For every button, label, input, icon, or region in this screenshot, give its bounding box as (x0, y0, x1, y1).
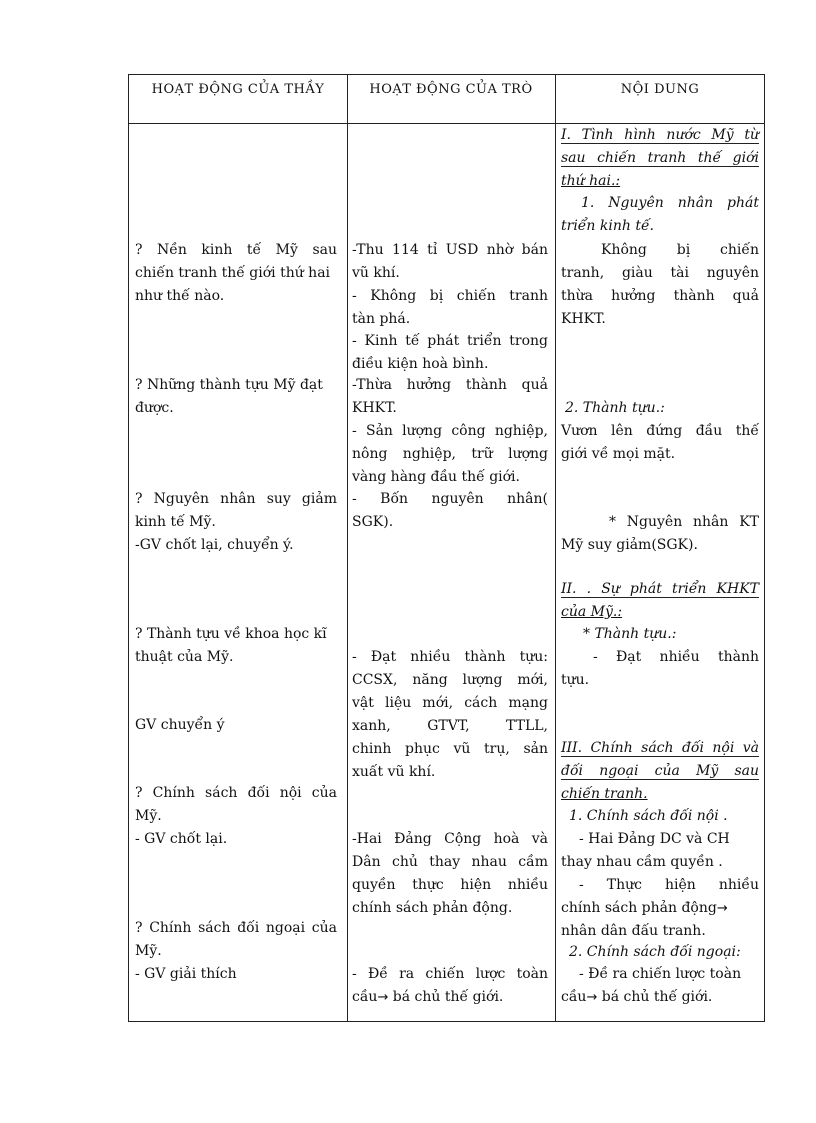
teacher-line: ? Chính sách đối nội của (135, 785, 337, 801)
content-line: cầu→ bá chủ thế giới. (561, 989, 713, 1005)
content-line: giới về mọi mặt. (561, 446, 676, 462)
student-line: - Kinh tế phát triển trong (352, 333, 548, 349)
student-line: vũ khí. (352, 265, 400, 281)
student-line: điều kiện hoà bình. (352, 356, 489, 372)
content-subheading: 1. Chính sách đối nội . (569, 808, 728, 824)
teacher-line: ? Những thành tựu Mỹ đạt (135, 377, 323, 393)
teacher-line: - GV giải thích (135, 966, 237, 982)
header-teacher: HOẠT ĐỘNG CỦA THẦY (151, 82, 325, 97)
content-section-heading: II. . Sự phát triển KHKT (561, 581, 759, 597)
student-line: - Đạt nhiều thành tựu: (352, 649, 548, 665)
student-line: xanh, GTVT, TTLL, (352, 718, 548, 734)
content-section-heading: sau chiến tranh thế giới (561, 150, 759, 166)
content-line: - Thực hiện nhiều (579, 877, 759, 893)
content-line: tranh, giàu tài nguyên (561, 265, 759, 281)
student-line: -Thừa hưởng thành quả (352, 377, 548, 393)
content-section-heading: III. Chính sách đối nội và (561, 740, 759, 756)
teacher-line: GV chuyển ý (135, 717, 225, 733)
student-line: quyền thực hiện nhiều (352, 877, 548, 893)
content-line: - Đề ra chiến lược toàn (579, 966, 742, 982)
teacher-line: -GV chốt lại, chuyển ý. (135, 537, 294, 553)
header-content: NỘI DUNG (620, 82, 700, 97)
content-line: - Hai Đảng DC và CH (579, 831, 730, 847)
teacher-line: - GV chốt lại. (135, 831, 228, 847)
student-line: vàng hàng đầu thế giới. (352, 469, 520, 485)
teacher-line: Mỹ. (135, 943, 162, 959)
lesson-table (128, 74, 765, 1022)
content-line: tựu. (561, 672, 590, 688)
student-line: SGK). (352, 514, 394, 530)
content-subheading: * Thành tựu.: (583, 626, 677, 642)
student-line: KHKT. (352, 400, 397, 416)
underline (561, 756, 759, 757)
teacher-line: ? Chính sách đối ngoại của (135, 920, 337, 936)
arrow-icon: → (586, 990, 598, 1005)
content-line: Mỹ suy giảm(SGK). (561, 537, 698, 553)
student-line: tàn phá. (352, 311, 411, 327)
student-line: -Thu 114 tỉ USD nhờ bán (352, 242, 548, 258)
student-line: xuất vũ khí. (352, 764, 436, 780)
content-line: * Nguyên nhân KT (609, 514, 759, 530)
content-line: nhân dân đấu tranh. (561, 923, 706, 939)
student-line: - Không bị chiến tranh (352, 288, 548, 304)
student-line: - Bốn nguyên nhân( (352, 491, 548, 507)
student-line: - Sản lượng công nghiệp, (352, 423, 548, 439)
column-divider (347, 75, 348, 1021)
content-line: thay nhau cầm quyền . (561, 854, 723, 870)
content-line: - Đạt nhiều thành (593, 649, 759, 665)
content-subheading: 1. Nguyên nhân phát (581, 195, 759, 211)
teacher-line: như thế nào. (135, 288, 225, 304)
student-line: cầu→ bá chủ thế giới. (352, 989, 504, 1005)
student-line: -Hai Đảng Cộng hoà và (352, 831, 548, 847)
teacher-line: ? Nền kinh tế Mỹ sau (135, 242, 337, 258)
student-line: nông nghiệp, trữ lượng (352, 446, 548, 462)
content-subheading: 2. Chính sách đối ngoại: (569, 944, 741, 960)
student-line: chính sách phản động. (352, 900, 513, 916)
arrow-icon: → (377, 990, 389, 1005)
content-subheading: triển kinh tế. (561, 218, 655, 234)
student-line: CCSX, năng lượng mới, (352, 672, 548, 688)
underline (561, 143, 759, 144)
teacher-line: Mỹ. (135, 808, 162, 824)
content-section-heading: thứ hai.: (561, 173, 621, 189)
content-line: Vươn lên đứng đầu thế (561, 423, 759, 439)
arrow-icon: → (716, 901, 728, 916)
content-subheading: 2. Thành tựu.: (565, 400, 665, 416)
content-section-heading: chiến tranh. (561, 786, 648, 802)
underline (561, 166, 759, 167)
content-line: thừa hưởng thành quả (561, 288, 759, 304)
content-section-heading: I. Tình hình nước Mỹ từ (561, 127, 759, 143)
underline (561, 779, 759, 780)
student-line: - Đề ra chiến lược toàn (352, 966, 548, 982)
column-divider (555, 75, 556, 1021)
underline (561, 597, 759, 598)
content-section-heading: đối ngoại của Mỹ sau (561, 763, 759, 779)
header-student: HOẠT ĐỘNG CỦA TRÒ (369, 82, 533, 97)
student-line: Dân chủ thay nhau cầm (352, 854, 548, 870)
student-line: chinh phục vũ trụ, sản (352, 741, 548, 757)
teacher-line: được. (135, 400, 174, 416)
teacher-line: kinh tế Mỹ. (135, 514, 216, 530)
content-section-heading: của Mỹ.: (561, 604, 623, 620)
student-line: vật liệu mới, cách mạng (352, 695, 548, 711)
teacher-line: thuật của Mỹ. (135, 649, 234, 665)
content-line: KHKT. (561, 311, 606, 327)
teacher-line: ? Nguyên nhân suy giảm (135, 491, 337, 507)
teacher-line: ? Thành tựu về khoa học kĩ (135, 626, 327, 642)
teacher-line: chiến tranh thế giới thứ hai (135, 265, 331, 281)
content-line: Không bị chiến (601, 242, 759, 258)
content-line: chính sách phản động→ (561, 900, 728, 916)
